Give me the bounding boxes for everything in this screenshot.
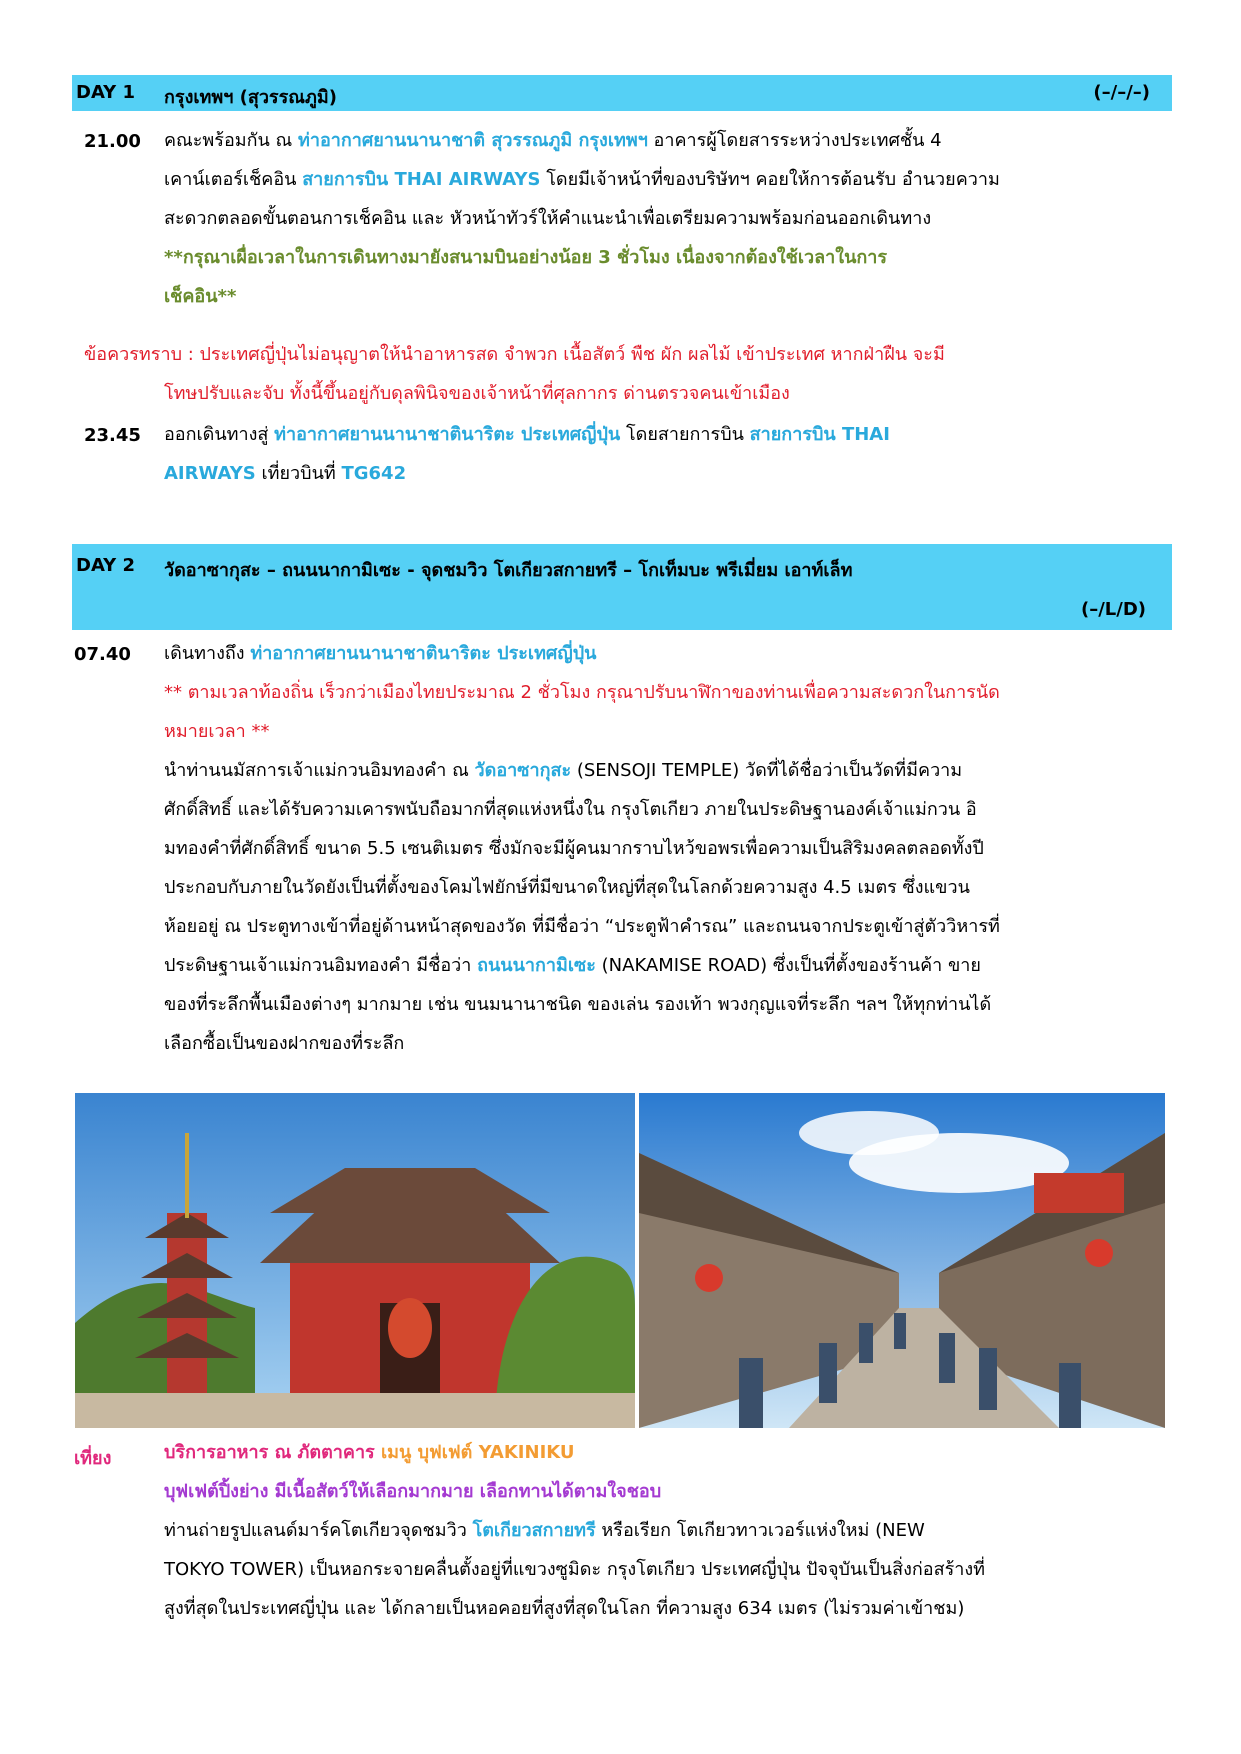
text: ประกอบกับภายในวัดยังเป็นที่ตั้งของโคมไฟยักษ์ที่มีขนาดใหญ่ที่สุดในโลกด้วยความสูง 4.5 เมตร ซึ่งแขวน xyxy=(164,877,970,898)
text: ห้อยอยู่ ณ ประตูทางเข้าที่อยู่ด้านหน้าสุดของวัด ที่มีชื่อว่า “ประตูฟ้าคำรณ” และถนนจากประตูเข้าสู่ตัววิหารที่ xyxy=(164,916,1000,937)
timezone-note-end: หมายเวลา ** xyxy=(164,721,270,742)
day1-title: กรุงเทพฯ (สุวรรณภูมิ) xyxy=(164,87,337,108)
narita-airport: ท่าอากาศยานนานาชาตินาริตะ ประเทศญี่ปุ่น xyxy=(274,424,621,445)
day1-meals: (–/–/–) xyxy=(1093,82,1150,103)
customs-warning-line1: ข้อควรทราบ : ประเทศญี่ปุ่นไม่อนุญาตให้นำอาหารสด จำพวก เนื้อสัตว์ พืช ผัก ผลไม้ เข้าประเทศ หากฝ่าฝืน จะมี xyxy=(84,344,945,365)
text: สะดวกตลอดขั้นตอนการเช็คอิน และ หัวหน้าทัวร์ให้คำแนะนำเพื่อเตรียมความพร้อมก่อนออกเดินทาง xyxy=(164,208,932,229)
airline-name-end: AIRWAYS xyxy=(164,463,256,484)
nakamise-road: ถนนนากามิเซะ xyxy=(477,955,596,976)
day2-label: DAY 2 xyxy=(76,555,135,576)
text: ท่านถ่ายรูปแลนด์มาร์คโตเกียวจุดชมวิว xyxy=(164,1520,473,1541)
text: หรือเรียก โตเกียวทาวเวอร์แห่งใหม่ (NEW xyxy=(595,1520,925,1541)
airline-name: สายการบิน THAI xyxy=(749,424,890,445)
text: นำท่านนมัสการเจ้าแม่กวนอิมทองคำ ณ xyxy=(164,760,475,781)
checkin-time-note-end: เช็คอิน** xyxy=(164,286,237,307)
lunch-label: เที่ยง xyxy=(74,1448,112,1469)
text: สูงที่สุดในประเทศญี่ปุ่น และ ได้กลายเป็นหอคอยที่สูงที่สุดในโลก ที่ความสูง 634 เมตร (ไม่รวมค่าเข้าชม) xyxy=(164,1598,965,1619)
sensoji-temple-photo xyxy=(75,1093,635,1428)
day2-arrival-paragraph xyxy=(164,634,1172,1063)
lunch-menu: เมนู บุฟเฟต์ YAKINIKU xyxy=(381,1442,575,1463)
text: (SENSOJI TEMPLE) วัดที่ได้ชื่อว่าเป็นวัดที่มีความ xyxy=(571,760,963,781)
tokyo-skytree: โตเกียวสกายทรี xyxy=(472,1520,596,1541)
text: ออกเดินทางสู่ xyxy=(164,424,275,445)
day1-checkin-paragraph xyxy=(164,121,1172,316)
sensoji-temple: วัดอาซากุสะ xyxy=(474,760,572,781)
text: ของที่ระลึกพื้นเมืองต่างๆ มากมาย เช่น ขนมนานาชนิด ของเล่น รองเท้า พวงกุญแจที่ระลึก ฯลฯ ให้ทุกท่านได้ xyxy=(164,994,992,1015)
day2-header xyxy=(72,544,1172,630)
text: เดินทางถึง xyxy=(164,643,251,664)
customs-warning-line2: โทษปรับและจับ ทั้งนี้ขึ้นอยู่กับดุลพินิจของเจ้าหน้าที่ศุลกากร ด่านตรวจคนเข้าเมือง xyxy=(164,383,790,404)
flight-number: TG642 xyxy=(341,463,407,484)
narita-airport: ท่าอากาศยานนานาชาตินาริตะ ประเทศญี่ปุ่น xyxy=(250,643,597,664)
text: อาคารผู้โดยสารระหว่างประเทศชั้น 4 xyxy=(647,130,942,151)
day2-title: วัดอาซากุสะ – ถนนนากามิเซะ - จุดชมวิว โตเกียวสกายทรี – โกเท็มบะ พรีเมี่ยม เอาท์เล็ท xyxy=(164,560,853,581)
day1-departure-paragraph xyxy=(164,415,1172,493)
text: เลือกซื้อเป็นของฝากของที่ระลึก xyxy=(164,1033,405,1054)
text: เคาน์เตอร์เช็คอิน xyxy=(164,169,303,190)
nakamise-road-photo xyxy=(639,1093,1165,1428)
day1-header xyxy=(72,75,1172,111)
day2-meals: (–/L/D) xyxy=(1080,599,1146,620)
text: โดยมีเจ้าหน้าที่ของบริษัทฯ คอยให้การต้อนรับ อำนวยความ xyxy=(540,169,1000,190)
text: มทองคำที่ศักดิ์สิทธิ์ ขนาด 5.5 เซนติเมตร ซึ่งมักจะมีผู้คนมากราบไหว้ขอพรเพื่อความเป็นสิริมงคลตลอดทั้งปี xyxy=(164,838,984,859)
airline-name: สายการบิน THAI AIRWAYS xyxy=(302,169,541,190)
text: เที่ยวบินที่ xyxy=(255,463,342,484)
day1-time-2100: 21.00 xyxy=(84,131,141,152)
timezone-note: ** ตามเวลาท้องถิ่น เร็วกว่าเมืองไทยประมาณ 2 ชั่วโมง กรุณาปรับนาฬิกาของท่านเพื่อความสะดวกในการนัด xyxy=(164,682,1000,703)
text: ประดิษฐานเจ้าแม่กวนอิมทองคำ มีชื่อว่า xyxy=(164,955,478,976)
day2-time-0740: 07.40 xyxy=(74,644,131,665)
suvarnabhumi-airport: ท่าอากาศยานนานาชาติ สุวรรณภูมิ กรุงเทพฯ xyxy=(297,130,648,151)
text: (NAKAMISE ROAD) ซึ่งเป็นที่ตั้งของร้านค้า ขาย xyxy=(595,955,981,976)
text: TOKYO TOWER) เป็นหอกระจายคลื่นตั้งอยู่ที่แขวงซูมิดะ กรุงโตเกียว ประเทศญี่ปุ่น ปัจจุบันเป็นสิ่งก่อสร้างที่ xyxy=(164,1559,986,1580)
text: ศักดิ์สิทธิ์ และได้รับความเคารพนับถือมากที่สุดแห่งหนึ่งใน กรุงโตเกียว ภายในประดิษฐานองค์เจ้าแม่กวน อิ xyxy=(164,799,977,820)
text: โดยสายการบิน xyxy=(620,424,750,445)
customs-warning xyxy=(84,335,1174,413)
text: คณะพร้อมกัน ณ xyxy=(164,130,298,151)
lunch-restaurant: บริการอาหาร ณ ภัตตาคาร xyxy=(164,1442,381,1463)
day1-time-2345: 23.45 xyxy=(84,425,141,446)
checkin-time-note: **กรุณาเผื่อเวลาในการเดินทางมายังสนามบินอย่างน้อย 3 ชั่วโมง เนื่องจากต้องใช้เวลาในการ xyxy=(164,247,888,268)
day1-label: DAY 1 xyxy=(76,82,135,103)
skytree-paragraph xyxy=(164,1511,1172,1628)
lunch-paragraph xyxy=(164,1433,1172,1511)
lunch-description: บุฟเฟต์ปิ้งย่าง มีเนื้อสัตว์ให้เลือกมากมาย เลือกทานได้ตามใจชอบ xyxy=(164,1481,662,1502)
